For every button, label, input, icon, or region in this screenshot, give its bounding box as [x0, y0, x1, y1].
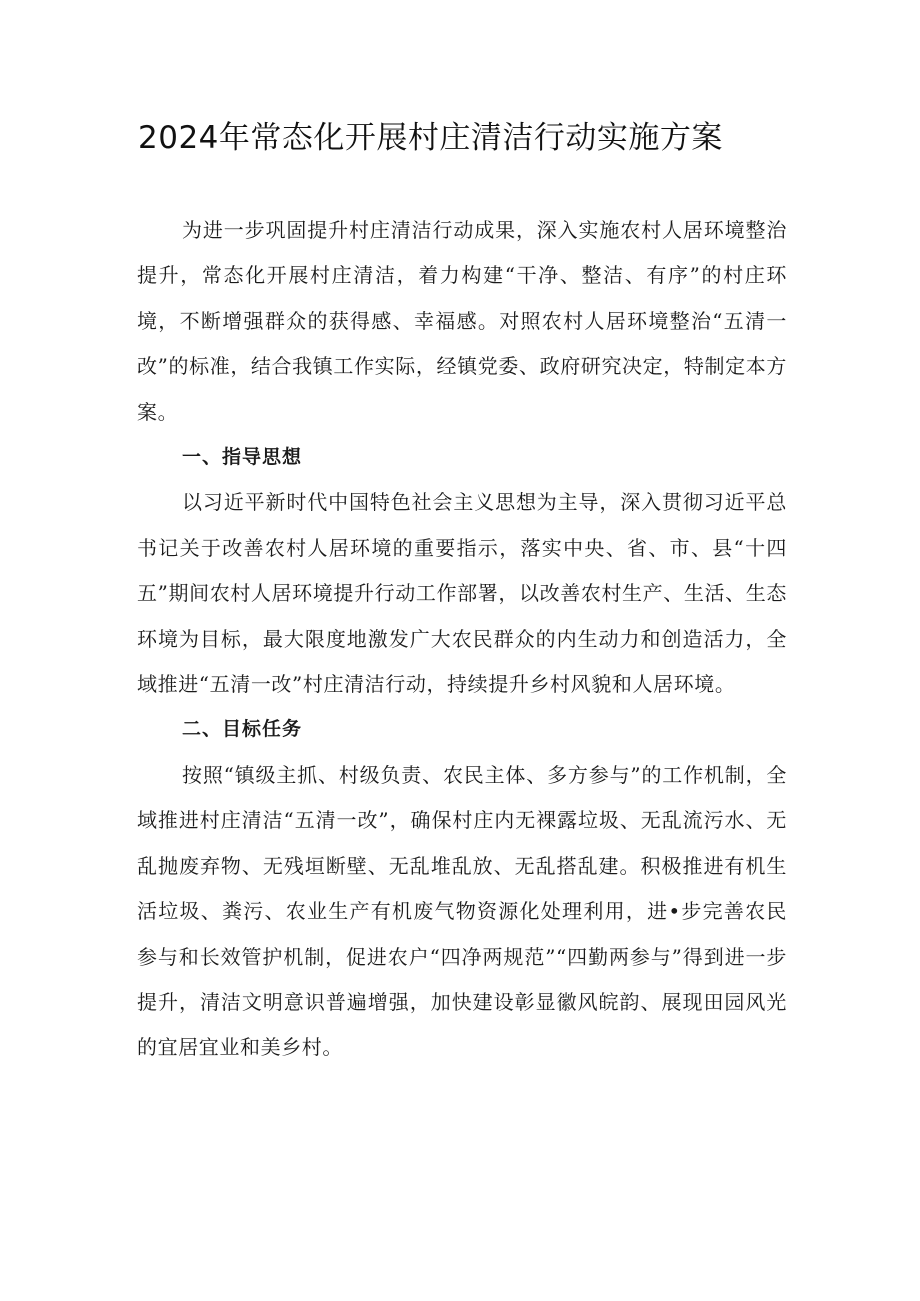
document-title: 2024年常态化开展村庄清洁行动实施方案: [138, 120, 723, 156]
section-paragraph-goals-tasks: 按照“镇级主抓、村级负责、农民主体、多方参与”的工作机制，全域推进村庄清洁“五清一改”，确保村庄内无裸露垃圾、无乱流污水、无乱抛废弃物、无残垣断壁、无乱堆乱放、无乱搭乱建。积极推进有机生活垃圾、粪污、农业生产有机废气物资源化处理利用，进•步完善农民参与和长效管护机制，促进农户“四净两规范”“四勤两参与”得到进一步提升，清洁文明意识普遍增强，加快建设彰显徽风皖韵、展现田园风光的宜居宜业和美乡村。: [137, 762, 787, 1060]
section-heading-guiding-ideology: 一、指导思想: [182, 446, 303, 469]
section-heading-goals-tasks: 二、目标任务: [182, 718, 303, 741]
section-paragraph-guiding-ideology: 以习近平新时代中国特色社会主义思想为主导，深入贯彻习近平总书记关于改善农村人居环境的重要指示，落实中央、省、市、县“十四五”期间农村人居环境提升行动工作部署，以改善农村生产、生活、生态环境为目标，最大限度地激发广大农民群众的内生动力和创造活力，全域推进“五清一改”村庄清洁行动，持续提升乡村风貌和人居环境。: [137, 490, 787, 697]
intro-paragraph: 为进一步巩固提升村庄清洁行动成果，深入实施农村人居环境整治提升，常态化开展村庄清洁，着力构建“干净、整洁、有序”的村庄环境，不断增强群众的获得感、幸福感。对照农村人居环境整治“五清一改”的标准，结合我镇工作实际，经镇党委、政府研究决定，特制定本方案。: [137, 218, 787, 424]
document-body: [137, 208, 787, 1071]
